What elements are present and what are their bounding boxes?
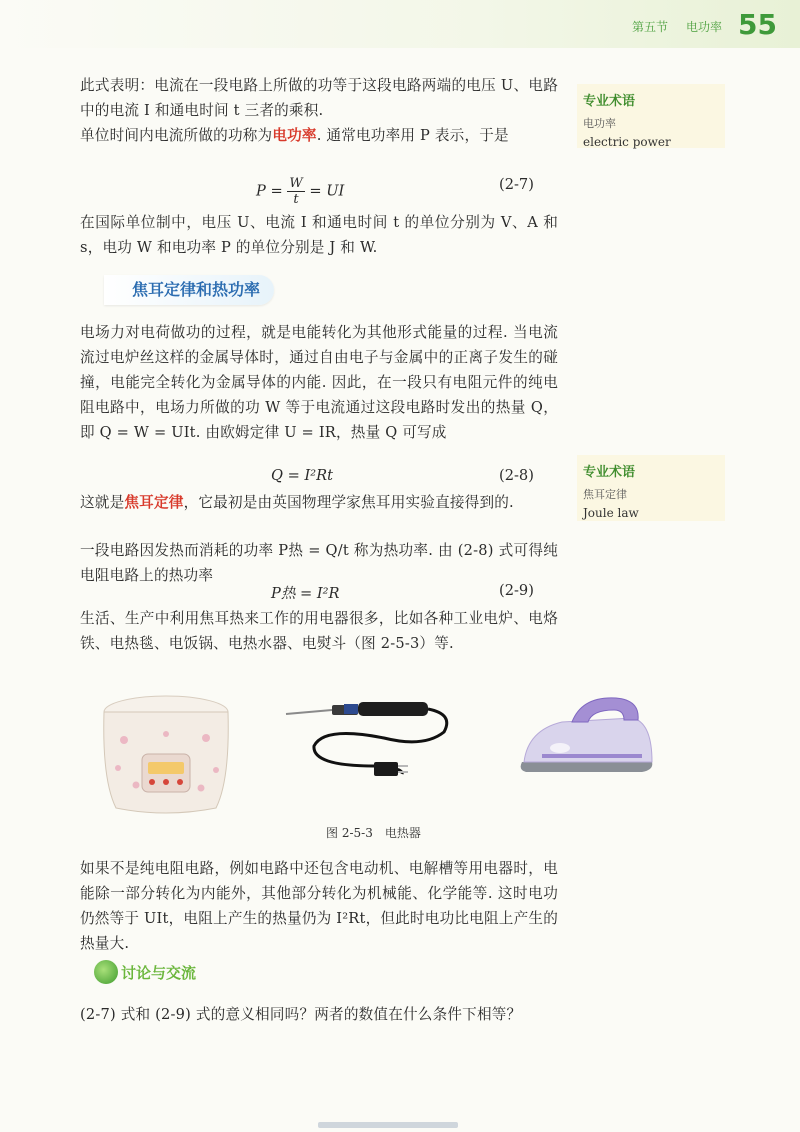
paragraph-text: . 通常电功率用 P 表示，于是 xyxy=(316,127,509,144)
section-heading-text: 焦耳定律和热功率 xyxy=(132,280,261,299)
fraction-numerator: W xyxy=(289,176,303,191)
equation-2-8: Q = I²Rt xyxy=(271,467,333,484)
paragraph-non-resistive: 如果不是纯电阻电路，例如电路中还包含电动机、电解槽等用电器时，电能除一部分转化为内能外，其他部分转化为机械能、化学能等. 这时电功仍然等于 UIt，电阻上产生的热量仍为 I²Rt，但此时电功比电阻上产生的热量大. xyxy=(80,860,558,952)
paragraph-joule-law xyxy=(80,490,558,515)
fraction xyxy=(287,176,304,207)
discussion-question: (2-7) 式和 (2-9) 式的意义相同吗？两者的数值在什么条件下相等？ xyxy=(80,1006,522,1023)
glossary-term-cn: 焦耳定律 xyxy=(583,488,627,501)
paragraph-work-statement: 此式表明：电流在一段电路上所做的功等于这段电路两端的电压 U、电路中的电流 I 和通电时间 t 三者的乘积. xyxy=(80,77,558,119)
figure-caption: 图 2-5-3 电热器 xyxy=(326,826,421,840)
equation-number-2-7: (2-7) xyxy=(499,176,534,193)
equation-2-7 xyxy=(256,176,344,207)
fraction-denominator: t xyxy=(293,192,299,207)
section-heading-joule xyxy=(104,275,274,305)
equation-rhs: = UI xyxy=(309,182,345,200)
glossary-title: 专业术语 xyxy=(583,465,636,480)
glossary-term-en: electric power xyxy=(583,135,671,149)
header-section-label: 第五节 xyxy=(632,20,669,34)
paragraph-text: 这就是 xyxy=(80,494,125,511)
paragraph-electric-power-def xyxy=(80,123,558,148)
equation-number-2-8: (2-8) xyxy=(499,467,534,484)
soldering-iron-image xyxy=(284,696,454,786)
discussion-icon xyxy=(94,960,118,984)
page-bottom-bar xyxy=(318,1122,458,1128)
equation-lhs: P = xyxy=(256,182,283,200)
paragraph-heat-power: 一段电路因发热而消耗的功率 P热 = Q/t 称为热功率. 由 (2-8) 式可得纯电阻电路上的热功率 xyxy=(80,542,558,584)
rice-cooker-image xyxy=(96,690,236,820)
term-joule-law: 焦耳定律 xyxy=(124,494,184,511)
discussion-label: 讨论与交流 xyxy=(121,964,197,982)
glossary-term-cn: 电功率 xyxy=(583,117,616,130)
equation-number-2-9: (2-9) xyxy=(499,582,534,599)
paragraph-text: 单位时间内电流所做的功称为 xyxy=(80,127,273,144)
glossary-term-en: Joule law xyxy=(583,506,639,520)
equation-2-9: P热 = I²R xyxy=(271,585,340,602)
electric-iron-image xyxy=(512,692,662,782)
page-number: 55 xyxy=(738,8,777,41)
page-header-band xyxy=(0,0,800,48)
glossary-box-electric-power xyxy=(577,84,725,148)
glossary-box-joule-law xyxy=(577,455,725,521)
header-chapter-title: 电功率 xyxy=(686,20,723,34)
paragraph-si-units: 在国际单位制中，电压 U、电流 I 和通电时间 t 的单位分别为 V、A 和 s，电功 W 和电功率 P 的单位分别是 J 和 W. xyxy=(80,214,558,256)
term-electric-power: 电功率 xyxy=(272,127,317,144)
paragraph-text: ，它最初是由英国物理学家焦耳用实验直接得到的. xyxy=(183,494,514,511)
paragraph-joule-intro: 电场力对电荷做功的过程，就是电能转化为其他形式能量的过程. 当电流流过电炉丝这样的金属导体时，通过自由电子与金属中的正离子发生的碰撞，电能完全转化为金属导体的内能. 因此，在一段只有电阻元件的纯电阻电路中，电场力所做的功 W 等于电流通过这段电路时发出的热量 Q，即 Q = W = UIt. 由欧姆定律 U = IR，热量 Q 可写成 xyxy=(80,324,558,441)
glossary-title: 专业术语 xyxy=(583,94,636,109)
paragraph-appliances: 生活、生产中利用焦耳热来工作的用电器很多，比如各种工业电炉、电烙铁、电热毯、电饭锅、电热水器、电熨斗（图 2-5-3）等. xyxy=(80,610,558,652)
